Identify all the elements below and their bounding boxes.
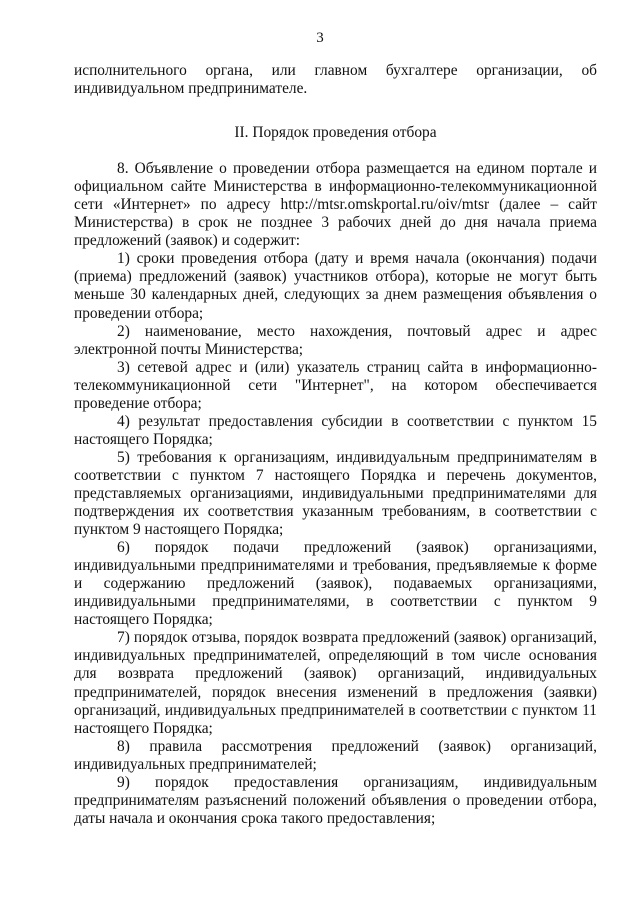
item-8: 8) правила рассмотрения предложений (заявок) организаций, индивидуальных предпринимателей; — [74, 737, 597, 773]
item-7: 7) порядок отзыва, порядок возврата предложений (заявок) организаций, индивидуальных предпринимателей, определяющий в том числе основания для возврата предложений (заявок) организаций, индивидуальных предпринимателей, порядок внесения изменений в предложения (заявки) организаций, индивидуальных предпринимателей в соответствии с пунктом 11 настоящего Порядка; — [74, 629, 597, 737]
paragraph-8: 8. Объявление о проведении отбора размещается на едином портале и официальном сайте Министерства в информационно-телекоммуникационной сети «Интернет» по адресу http://mtsr.omskportal.ru/oiv/mtsr (далее – сайт Министерства) в срок не позднее 3 рабочих дней до дня начала приема предложений (заявок) и содержит: — [74, 160, 597, 250]
document-body — [74, 62, 597, 828]
item-4: 4) результат предоставления субсидии в соответствии с пунктом 15 настоящего Порядка; — [74, 412, 597, 448]
item-3: 3) сетевой адрес и (или) указатель страниц сайта в информационно-телекоммуникационной сети "Интернет", на котором обеспечивается проведение отбора; — [74, 358, 597, 412]
item-6: 6) порядок подачи предложений (заявок) организациями, индивидуальными предпринимателями и требования, предъявляемые к форме и содержанию предложений (заявок), подаваемых организациями, индивидуальными предпринимателями, в соответствии с пунктом 9 настоящего Порядка; — [74, 539, 597, 629]
page-number: 3 — [316, 30, 324, 46]
section-heading: II. Порядок проведения отбора — [234, 124, 437, 142]
item-2: 2) наименование, место нахождения, почтовый адрес и адрес электронной почты Министерства; — [74, 322, 597, 358]
intro-continuation: исполнительного органа, или главном бухгалтере организации, об индивидуальном предпринимателе. — [74, 62, 597, 98]
item-9: 9) порядок предоставления организациям, индивидуальным предпринимателям разъяснений положений объявления о проведении отбора, даты начала и окончания срока такого предоставления; — [74, 773, 597, 827]
item-1: 1) сроки проведения отбора (дату и время начала (окончания) подачи (приема) предложений (заявок) участников отбора), которые не могут быть меньше 30 календарных дней, следующих за днем размещения объявления о проведении отбора; — [74, 250, 597, 322]
item-5: 5) требования к организациям, индивидуальным предпринимателям в соответствии с пунктом 7 настоящего Порядка и перечень документов, представляемых организациями, индивидуальными предпринимателями для подтверждения их соответствия указанным требованиям, в соответствии с пунктом 9 настоящего Порядка; — [74, 448, 597, 539]
